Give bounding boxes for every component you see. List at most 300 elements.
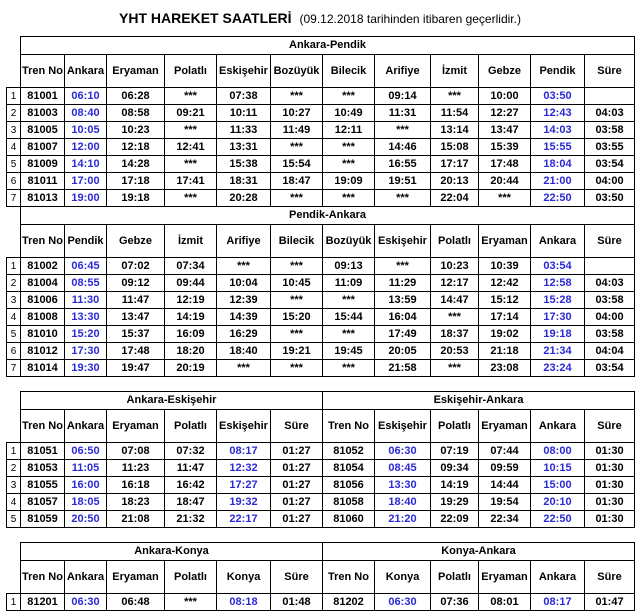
table-row <box>7 258 635 275</box>
station-time: 12:42 <box>479 275 531 292</box>
table-row <box>7 173 635 190</box>
row-index: 4 <box>7 139 21 156</box>
station-time: 10:04 <box>217 275 271 292</box>
station-time: 19:18 <box>107 190 165 207</box>
station-time: 11:09 <box>323 275 375 292</box>
station-time: 10:15 <box>531 460 585 477</box>
station-time: 20:53 <box>431 343 479 360</box>
station-time: 22:34 <box>479 511 531 528</box>
train-number: 81202 <box>323 594 375 611</box>
station-time: 13:47 <box>479 122 531 139</box>
station-time: 21:20 <box>375 511 431 528</box>
station-time: 15:12 <box>479 292 531 309</box>
departure-time: 06:45 <box>65 258 107 275</box>
section-title: Ankara-Pendik <box>21 37 635 55</box>
station-time: 14:47 <box>431 292 479 309</box>
station-time: 18:23 <box>107 494 165 511</box>
station-time: 16:09 <box>165 326 217 343</box>
duration: 04:03 <box>585 275 635 292</box>
column-header: Eskişehir <box>217 410 271 443</box>
column-header: Tren No <box>323 410 375 443</box>
train-number: 81057 <box>21 494 65 511</box>
table-row <box>7 309 635 326</box>
departure-time: 19:30 <box>65 360 107 377</box>
row-index: 1 <box>7 88 21 105</box>
station-time: 15:08 <box>431 139 479 156</box>
arrival-time: 12:43 <box>531 105 585 122</box>
station-time: *** <box>323 292 375 309</box>
station-time: 21:08 <box>107 511 165 528</box>
duration: 03:55 <box>585 139 635 156</box>
column-header: Süre <box>585 410 635 443</box>
train-number: 81007 <box>21 139 65 156</box>
departure-time: 15:20 <box>65 326 107 343</box>
table-row <box>7 594 635 611</box>
header-row <box>7 225 635 258</box>
header-row <box>7 561 635 594</box>
row-index: 2 <box>7 105 21 122</box>
station-time: 12:27 <box>479 105 531 122</box>
station-time: 08:17 <box>217 443 271 460</box>
station-time: 15:38 <box>217 156 271 173</box>
departure-time: 11:30 <box>65 292 107 309</box>
station-time: 20:44 <box>479 173 531 190</box>
arrival-time: 03:54 <box>531 258 585 275</box>
station-time: 18:31 <box>217 173 271 190</box>
section-title-row <box>7 392 635 410</box>
station-time: 07:02 <box>107 258 165 275</box>
table-row <box>7 511 635 528</box>
station-time: *** <box>431 360 479 377</box>
station-time: 20:10 <box>531 494 585 511</box>
station-time: *** <box>375 258 431 275</box>
train-number: 81054 <box>323 460 375 477</box>
station-time: 07:44 <box>479 443 531 460</box>
table-row <box>7 326 635 343</box>
row-index: 5 <box>7 511 21 528</box>
table-row <box>7 190 635 207</box>
train-number: 81060 <box>323 511 375 528</box>
table-row <box>7 477 635 494</box>
column-header: Ankara <box>531 561 585 594</box>
station-time: 11:47 <box>165 460 217 477</box>
station-time: 13:47 <box>107 309 165 326</box>
station-time: *** <box>165 594 217 611</box>
column-header: Arifiye <box>375 55 431 88</box>
station-time: 11:31 <box>375 105 431 122</box>
station-time: 11:33 <box>217 122 271 139</box>
duration: 03:58 <box>585 326 635 343</box>
row-index: 2 <box>7 275 21 292</box>
station-time: 19:54 <box>479 494 531 511</box>
station-time: *** <box>165 156 217 173</box>
column-header: Eskişehir <box>375 225 431 258</box>
station-time: 11:29 <box>375 275 431 292</box>
train-number: 81055 <box>21 477 65 494</box>
station-time: 16:29 <box>217 326 271 343</box>
station-time: *** <box>271 326 323 343</box>
row-index: 3 <box>7 477 21 494</box>
column-header: Pendik <box>531 55 585 88</box>
station-time: 18:20 <box>165 343 217 360</box>
column-header: İzmit <box>431 55 479 88</box>
column-header: Gebze <box>479 55 531 88</box>
station-time: 09:59 <box>479 460 531 477</box>
train-number: 81006 <box>21 292 65 309</box>
table-row <box>7 156 635 173</box>
station-time: 18:47 <box>165 494 217 511</box>
station-time: 18:37 <box>431 326 479 343</box>
spacer-cell <box>7 528 635 543</box>
duration: 01:30 <box>585 477 635 494</box>
blank-cell <box>7 225 21 258</box>
row-index: 6 <box>7 173 21 190</box>
spacer-row <box>7 377 635 392</box>
column-header: Tren No <box>21 225 65 258</box>
arrival-time: 19:18 <box>531 326 585 343</box>
column-header: Polatlı <box>431 410 479 443</box>
station-time: 13:31 <box>217 139 271 156</box>
section-title: Ankara-Eskişehir <box>21 392 323 410</box>
station-time: 16:00 <box>65 477 107 494</box>
duration: 04:00 <box>585 309 635 326</box>
column-header: Süre <box>585 55 635 88</box>
station-time: 07:32 <box>165 443 217 460</box>
station-time: 10:11 <box>217 105 271 122</box>
station-time: 14:44 <box>479 477 531 494</box>
station-time: 14:39 <box>217 309 271 326</box>
station-time: 19:45 <box>323 343 375 360</box>
departure-time: 14:10 <box>65 156 107 173</box>
column-header: Arifiye <box>217 225 271 258</box>
column-header: Eryaman <box>479 561 531 594</box>
column-header: Ankara <box>531 225 585 258</box>
duration <box>585 88 635 105</box>
column-header: Süre <box>271 561 323 594</box>
arrival-time: 03:50 <box>531 88 585 105</box>
station-time: 20:13 <box>431 173 479 190</box>
column-header: Eryaman <box>479 225 531 258</box>
station-time: 10:49 <box>323 105 375 122</box>
section-title-row <box>7 543 635 561</box>
station-time: 18:05 <box>65 494 107 511</box>
station-time: 17:48 <box>107 343 165 360</box>
column-header: Polatlı <box>165 561 217 594</box>
column-header: Ankara <box>65 410 107 443</box>
section-title: Pendik-Ankara <box>21 207 635 225</box>
arrival-time: 15:28 <box>531 292 585 309</box>
station-time: *** <box>271 190 323 207</box>
station-time: 11:49 <box>271 122 323 139</box>
train-number: 81014 <box>21 360 65 377</box>
station-time: *** <box>375 190 431 207</box>
duration: 03:54 <box>585 156 635 173</box>
station-time: 22:50 <box>531 511 585 528</box>
station-time: 09:13 <box>323 258 375 275</box>
column-header: Süre <box>271 410 323 443</box>
departure-time: 12:00 <box>65 139 107 156</box>
station-time: 10:00 <box>479 88 531 105</box>
duration: 01:30 <box>585 460 635 477</box>
row-index: 5 <box>7 326 21 343</box>
column-header: Tren No <box>21 561 65 594</box>
station-time: 15:37 <box>107 326 165 343</box>
column-header: Pendik <box>65 225 107 258</box>
station-time: 11:47 <box>107 292 165 309</box>
station-time: 10:23 <box>107 122 165 139</box>
station-time: *** <box>431 309 479 326</box>
station-time: 07:34 <box>165 258 217 275</box>
station-time: 22:17 <box>217 511 271 528</box>
station-time: 20:19 <box>165 360 217 377</box>
duration: 01:27 <box>271 477 323 494</box>
station-time: 08:00 <box>531 443 585 460</box>
spacer-row <box>7 528 635 543</box>
section-title: Eskişehir-Ankara <box>323 392 635 410</box>
station-time: 20:05 <box>375 343 431 360</box>
row-index: 2 <box>7 460 21 477</box>
station-time: 18:40 <box>375 494 431 511</box>
station-time: 15:20 <box>271 309 323 326</box>
duration: 03:50 <box>585 190 635 207</box>
row-index: 4 <box>7 494 21 511</box>
column-header: Süre <box>585 225 635 258</box>
station-time: 16:55 <box>375 156 431 173</box>
station-time: 17:41 <box>165 173 217 190</box>
station-time: *** <box>375 122 431 139</box>
station-time: 12:39 <box>217 292 271 309</box>
table-row <box>7 460 635 477</box>
arrival-time: 22:50 <box>531 190 585 207</box>
station-time: 10:39 <box>479 258 531 275</box>
column-header: Konya <box>375 561 431 594</box>
table-row <box>7 343 635 360</box>
train-number: 81011 <box>21 173 65 190</box>
station-time: 12:19 <box>165 292 217 309</box>
train-number: 81003 <box>21 105 65 122</box>
train-number: 81001 <box>21 88 65 105</box>
duration <box>585 258 635 275</box>
station-time: 12:17 <box>431 275 479 292</box>
station-time: 07:19 <box>431 443 479 460</box>
duration: 01:48 <box>271 594 323 611</box>
station-time: 06:30 <box>375 594 431 611</box>
column-header: Eryaman <box>107 55 165 88</box>
station-time: *** <box>323 156 375 173</box>
column-header: Polatlı <box>431 561 479 594</box>
train-number: 81201 <box>21 594 65 611</box>
station-time: 15:54 <box>271 156 323 173</box>
station-time: 08:17 <box>531 594 585 611</box>
departure-time: 19:00 <box>65 190 107 207</box>
station-time: 14:28 <box>107 156 165 173</box>
duration: 01:47 <box>585 594 635 611</box>
table-row <box>7 443 635 460</box>
train-number: 81051 <box>21 443 65 460</box>
duration: 01:27 <box>271 494 323 511</box>
station-time: 21:18 <box>479 343 531 360</box>
arrival-time: 17:30 <box>531 309 585 326</box>
duration: 01:27 <box>271 460 323 477</box>
departure-time: 17:30 <box>65 343 107 360</box>
station-time: 19:29 <box>431 494 479 511</box>
departure-time: 17:00 <box>65 173 107 190</box>
duration: 04:03 <box>585 105 635 122</box>
train-number: 81053 <box>21 460 65 477</box>
column-header: Bilecik <box>323 55 375 88</box>
station-time: *** <box>165 190 217 207</box>
station-time: 06:30 <box>375 443 431 460</box>
row-index: 6 <box>7 343 21 360</box>
train-number: 81013 <box>21 190 65 207</box>
station-time: 06:30 <box>65 594 107 611</box>
station-time: 23:08 <box>479 360 531 377</box>
station-time: 17:18 <box>107 173 165 190</box>
train-number: 81058 <box>323 494 375 511</box>
station-time: 08:01 <box>479 594 531 611</box>
station-time: 12:11 <box>323 122 375 139</box>
section-title: Ankara-Konya <box>21 543 323 561</box>
station-time: 09:21 <box>165 105 217 122</box>
station-time: 11:05 <box>65 460 107 477</box>
station-time: *** <box>271 139 323 156</box>
station-time: 13:30 <box>375 477 431 494</box>
station-time: 22:04 <box>431 190 479 207</box>
departure-time: 08:55 <box>65 275 107 292</box>
station-time: 22:09 <box>431 511 479 528</box>
column-header: Eryaman <box>107 410 165 443</box>
duration: 03:58 <box>585 122 635 139</box>
arrival-time: 12:58 <box>531 275 585 292</box>
station-time: 17:14 <box>479 309 531 326</box>
column-header: Polatlı <box>165 410 217 443</box>
station-time: 09:44 <box>165 275 217 292</box>
duration: 03:54 <box>585 360 635 377</box>
station-time: 07:38 <box>217 88 271 105</box>
duration: 04:04 <box>585 343 635 360</box>
station-time: 19:47 <box>107 360 165 377</box>
duration: 01:30 <box>585 511 635 528</box>
station-time: 17:27 <box>217 477 271 494</box>
station-time: 12:41 <box>165 139 217 156</box>
column-header: Ankara <box>531 410 585 443</box>
column-header: Süre <box>585 561 635 594</box>
table-row <box>7 105 635 122</box>
train-number: 81002 <box>21 258 65 275</box>
blank-cell <box>7 392 21 410</box>
station-time: *** <box>165 122 217 139</box>
column-header: Gebze <box>107 225 165 258</box>
train-number: 81010 <box>21 326 65 343</box>
train-number: 81005 <box>21 122 65 139</box>
table-row <box>7 292 635 309</box>
station-time: 13:14 <box>431 122 479 139</box>
table-row <box>7 139 635 156</box>
station-time: 14:19 <box>431 477 479 494</box>
blank-cell <box>7 410 21 443</box>
train-number: 81059 <box>21 511 65 528</box>
station-time: *** <box>271 258 323 275</box>
station-time: 15:39 <box>479 139 531 156</box>
station-time: 12:32 <box>217 460 271 477</box>
station-time: 19:02 <box>479 326 531 343</box>
column-header: Ankara <box>65 561 107 594</box>
column-header: Eryaman <box>479 410 531 443</box>
station-time: *** <box>323 139 375 156</box>
section-title-row <box>7 207 635 225</box>
column-header: Eskişehir <box>217 55 271 88</box>
column-header: Konya <box>217 561 271 594</box>
validity-note: (09.12.2018 tarihinden itibaren geçerlidir.) <box>299 12 521 26</box>
train-number: 81056 <box>323 477 375 494</box>
station-time: 16:42 <box>165 477 217 494</box>
station-time: *** <box>323 326 375 343</box>
section-title-row <box>7 37 635 55</box>
spacer-cell <box>7 377 635 392</box>
timetable-title: YHT HAREKET SAATLERİ <box>119 10 292 26</box>
station-time: 11:54 <box>431 105 479 122</box>
station-time: 06:50 <box>65 443 107 460</box>
train-number: 81012 <box>21 343 65 360</box>
section-title: Konya-Ankara <box>323 543 635 561</box>
station-time: 18:40 <box>217 343 271 360</box>
duration: 01:27 <box>271 443 323 460</box>
row-index: 4 <box>7 309 21 326</box>
row-index: 1 <box>7 594 21 611</box>
train-number: 81009 <box>21 156 65 173</box>
row-index: 1 <box>7 443 21 460</box>
station-time: 13:59 <box>375 292 431 309</box>
yht-timetable <box>6 36 635 611</box>
station-time: 10:23 <box>431 258 479 275</box>
station-time: 08:18 <box>217 594 271 611</box>
station-time: 19:51 <box>375 173 431 190</box>
station-time: *** <box>217 258 271 275</box>
station-time: 10:27 <box>271 105 323 122</box>
station-time: 19:09 <box>323 173 375 190</box>
arrival-time: 23:24 <box>531 360 585 377</box>
station-time: *** <box>217 360 271 377</box>
column-header: Tren No <box>21 55 65 88</box>
column-header: İzmit <box>165 225 217 258</box>
blank-cell <box>7 543 21 561</box>
station-time: 20:50 <box>65 511 107 528</box>
table-row <box>7 122 635 139</box>
table-row <box>7 494 635 511</box>
column-header: Bozüyük <box>323 225 375 258</box>
departure-time: 06:10 <box>65 88 107 105</box>
station-time: 15:00 <box>531 477 585 494</box>
station-time: 07:36 <box>431 594 479 611</box>
station-time: 21:32 <box>165 511 217 528</box>
station-time: 14:19 <box>165 309 217 326</box>
column-header: Tren No <box>323 561 375 594</box>
column-header: Eryaman <box>107 561 165 594</box>
duration: 01:30 <box>585 443 635 460</box>
departure-time: 13:30 <box>65 309 107 326</box>
table-row <box>7 88 635 105</box>
station-time: 08:45 <box>375 460 431 477</box>
station-time: *** <box>323 88 375 105</box>
duration: 01:27 <box>271 511 323 528</box>
station-time: 20:28 <box>217 190 271 207</box>
station-time: 18:47 <box>271 173 323 190</box>
station-time: *** <box>271 292 323 309</box>
duration: 01:30 <box>585 494 635 511</box>
arrival-time: 18:04 <box>531 156 585 173</box>
station-time: 08:58 <box>107 105 165 122</box>
station-time: 14:46 <box>375 139 431 156</box>
